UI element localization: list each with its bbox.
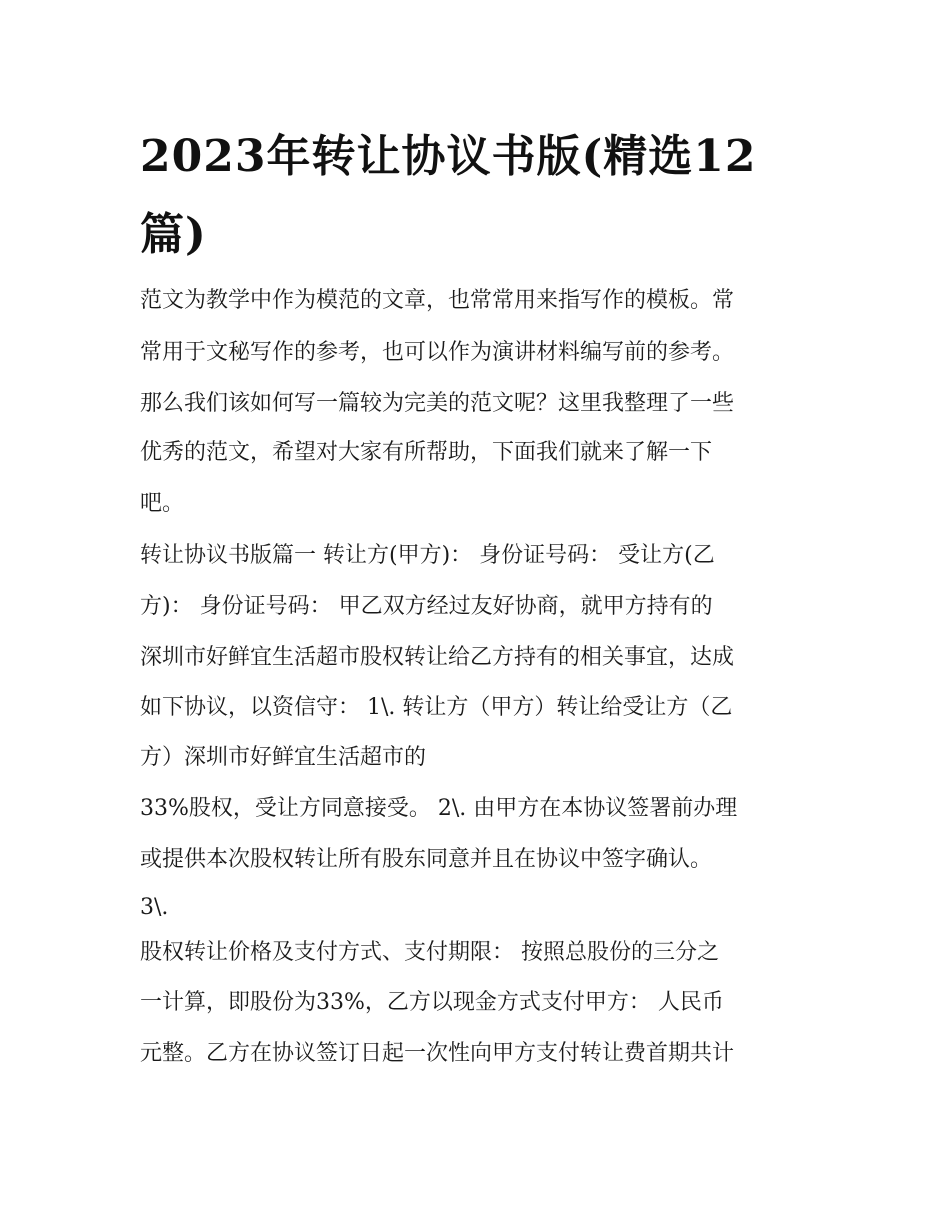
section-line: 方)： 身份证号码： 甲乙双方经过友好协商，就甲方持有的 [140, 594, 713, 619]
section-line: 一计算，即股份为33%，乙方以现金方式支付甲方： 人民币 [140, 990, 724, 1015]
section-line: 33%股权，受让方同意接受。 2\. 由甲方在本协议签署前办理 [140, 796, 738, 821]
intro-line: 常用于文秘写作的参考，也可以作为演讲材料编写前的参考。 [140, 340, 735, 365]
section-line: 如下协议，以资信守： 1\. 转让方（甲方）转让给受让方（乙 [140, 695, 733, 720]
intro-line: 吧。 [140, 491, 185, 516]
intro-line: 范文为教学中作为模范的文章，也常常用来指写作的模板。常 [140, 288, 735, 313]
section-line: 或提供本次股权转让所有股东同意并且在协议中签字确认。 [140, 847, 713, 872]
document-title: 2023年转让协议书版(精选12篇) [140, 131, 757, 260]
section-line: 3\. [140, 895, 169, 920]
section-line: 股权转让价格及支付方式、支付期限： 按照总股份的三分之 [140, 940, 719, 965]
section-line: 转让协议书版篇一 转让方(甲方)： 身份证号码： 受让方(乙 [140, 543, 715, 568]
intro-line: 优秀的范文，希望对大家有所帮助，下面我们就来了解一下 [140, 440, 713, 465]
section-line: 方）深圳市好鲜宜生活超市的 [140, 745, 427, 770]
section-line: 元整。乙方在协议签订日起一次性向甲方支付转让费首期共计 [140, 1041, 735, 1066]
section-line: 深圳市好鲜宜生活超市股权转让给乙方持有的相关事宜，达成 [140, 645, 735, 670]
intro-line: 那么我们该如何写一篇较为完美的范文呢？这里我整理了一些 [140, 391, 735, 416]
